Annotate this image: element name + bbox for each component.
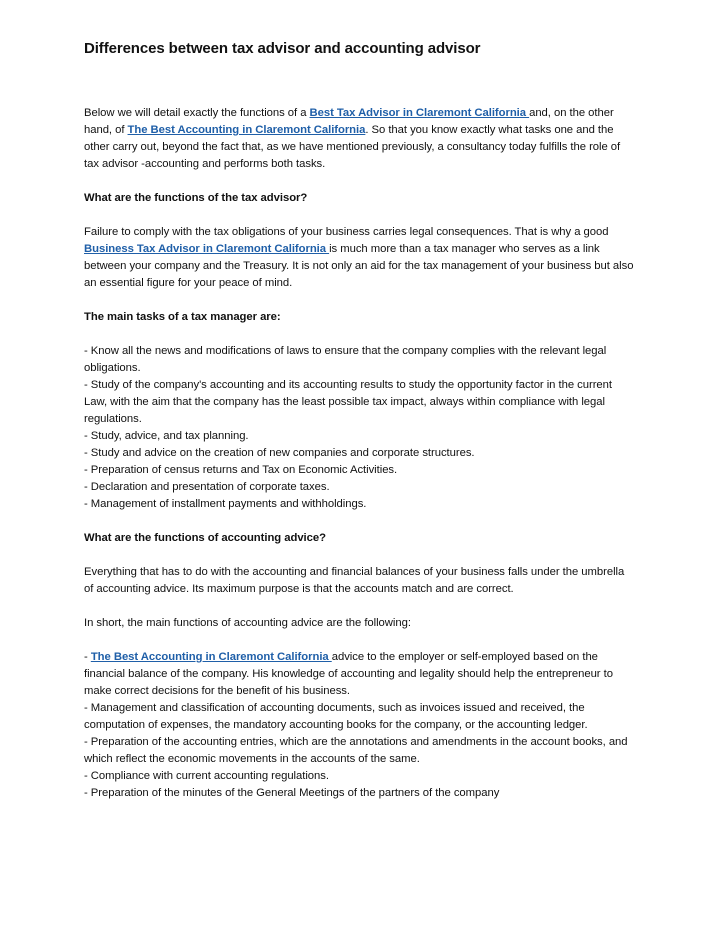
intro-text-3: . So that you know exactly what tasks one and the other carry out, beyond the fact that, as we have mentioned previously, a consultancy today fulfills the role of tax advisor -accounting and performs both tasks. (84, 124, 621, 170)
task-item: - Preparation of census returns and Tax on Economic Activities. (84, 464, 398, 476)
task-item: - Study, advice, and tax planning. (84, 430, 249, 442)
task-item: - Declaration and presentation of corporate taxes. (84, 481, 330, 493)
accounting-item-text: advice to the employer or self-employed based on the financial balance of the company. His knowledge of accounting and legality should help the entrepreneur to make correct decisions for the benefit of his business. (84, 651, 613, 697)
accounting-item-first (84, 649, 636, 700)
tax-text-2: is much more than a tax manager who serves as a link between your company and the Treasury. It is not only an aid for the tax management of your business but also an essential figure for your peace of mind. (84, 243, 634, 289)
accounting-item: - Preparation of the minutes of the General Meetings of the partners of the company (84, 787, 500, 799)
tax-paragraph (84, 224, 636, 292)
heading-main-tasks: The main tasks of a tax manager are: (84, 311, 281, 323)
intro-text-2: and, on the other hand, of (84, 107, 614, 136)
task-item: - Management of installment payments and withholdings. (84, 498, 367, 510)
heading-tax-functions: What are the functions of the tax advisor? (84, 192, 308, 204)
accounting-item: - Compliance with current accounting regulations. (84, 770, 329, 782)
task-item: - Know all the news and modifications of laws to ensure that the company complies with the relevant legal obligations. (84, 345, 607, 374)
accounting-item: - Preparation of the accounting entries, which are the annotations and amendments in the account books, and which reflect the economic movements in the accounts of the same. (84, 736, 628, 765)
best-accounting-link-2[interactable]: The Best Accounting in Claremont California (90, 651, 332, 663)
intro-text-1: Below we will detail exactly the functions of a (84, 107, 310, 119)
task-item: - Study of the company's accounting and its accounting results to study the opportunity factor in the current Law, with the aim that the company has the least possible tax impact, always within compliance with legal regulations. (84, 379, 612, 425)
best-accounting-link[interactable]: The Best Accounting in Claremont California (127, 124, 366, 136)
intro-paragraph (84, 105, 636, 173)
business-tax-advisor-link[interactable]: Business Tax Advisor in Claremont California (84, 243, 330, 255)
accounting-item: - Management and classification of accounting documents, such as invoices issued and received, the computation of expenses, the mandatory accounting books for the company, or the accounting ledger. (84, 702, 588, 731)
bullet-prefix: - (84, 651, 91, 663)
heading-accounting-functions: What are the functions of accounting advice? (84, 532, 326, 544)
document-title: Differences between tax advisor and accounting advisor (84, 40, 481, 57)
document-body (84, 105, 636, 802)
summary-paragraph: In short, the main functions of accounting advice are the following: (84, 617, 411, 629)
tax-text-1: Failure to comply with the tax obligations of your business carries legal consequences. That is why a good (84, 226, 609, 238)
accounting-paragraph: Everything that has to do with the accounting and financial balances of your business falls under the umbrella of accounting advice. Its maximum purpose is that the accounts match and are correct. (84, 566, 625, 595)
task-item: - Study and advice on the creation of new companies and corporate structures. (84, 447, 475, 459)
best-tax-advisor-link[interactable]: Best Tax Advisor in Claremont California (309, 107, 530, 119)
